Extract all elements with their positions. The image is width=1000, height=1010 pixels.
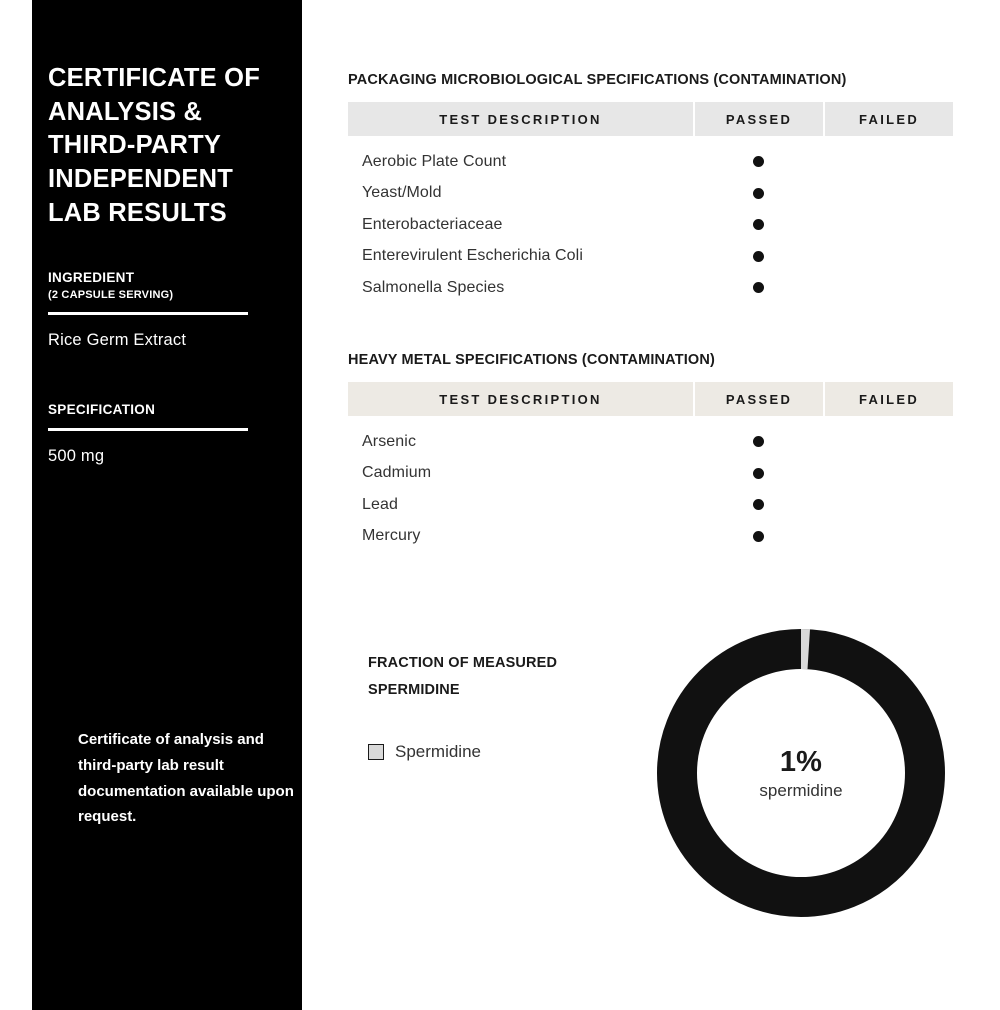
- failed-cell: [823, 219, 953, 230]
- table-row: [348, 458, 953, 490]
- specification-block: [48, 402, 272, 466]
- failed-cell: [823, 436, 953, 447]
- test-name: Yeast/Mold: [362, 184, 442, 202]
- legend-label: Spermidine: [395, 741, 481, 761]
- column-header-passed: PASSED: [693, 102, 823, 136]
- test-name: Lead: [362, 495, 398, 513]
- donut-chart: [655, 627, 947, 919]
- failed-dot-icon: [883, 468, 894, 479]
- passed-cell: [693, 219, 823, 230]
- failed-cell: [823, 531, 953, 542]
- ingredient-value: Rice Germ Extract: [48, 331, 187, 350]
- passed-cell: [693, 436, 823, 447]
- column-header-failed: FAILED: [823, 102, 953, 136]
- section-microbiological: [348, 72, 958, 304]
- passed-dot-icon: [753, 156, 764, 167]
- test-name: Arsenic: [362, 432, 417, 450]
- ingredient-divider: [48, 312, 248, 315]
- section-title: HEAVY METAL SPECIFICATIONS (CONTAMINATION): [348, 352, 715, 368]
- failed-cell: [823, 156, 953, 167]
- failed-dot-icon: [883, 282, 894, 293]
- table-row: [348, 209, 953, 241]
- sidebar: [32, 0, 302, 1010]
- section-title: PACKAGING MICROBIOLOGICAL SPECIFICATIONS (CONTAMINATION): [348, 72, 847, 88]
- failed-cell: [823, 188, 953, 199]
- chart-legend: [368, 742, 618, 762]
- ingredient-serving-label: (2 CAPSULE SERVING): [48, 289, 174, 302]
- column-header-test-description: TEST DESCRIPTION: [348, 102, 693, 136]
- ingredient-label: INGREDIENT: [48, 270, 135, 286]
- legend-swatch-icon: [368, 744, 384, 760]
- main-content: [348, 0, 968, 1010]
- table-row: [348, 178, 953, 210]
- passed-dot-icon: [753, 499, 764, 510]
- failed-dot-icon: [883, 188, 894, 199]
- column-header-failed: FAILED: [823, 382, 953, 416]
- section-heavy-metals: [348, 352, 958, 552]
- specification-divider: [48, 428, 248, 431]
- ingredient-block: [48, 270, 272, 350]
- donut-segment-other: [677, 649, 925, 897]
- table-row: [348, 241, 953, 273]
- table-row: [348, 272, 953, 304]
- passed-dot-icon: [753, 282, 764, 293]
- passed-cell: [693, 156, 823, 167]
- heavy-metal-table: [348, 382, 953, 552]
- passed-cell: [693, 499, 823, 510]
- donut-percent-value: 1%: [779, 745, 823, 778]
- page-title: CERTIFICATE OF ANALYSIS & THIRD-PARTY INDEPENDENT LAB RESULTS: [48, 64, 260, 227]
- availability-note: Certificate of analysis and third-party lab result documentation available upon request.: [78, 731, 294, 826]
- table-row: [348, 146, 953, 178]
- failed-dot-icon: [883, 436, 894, 447]
- test-name: Cadmium: [362, 464, 432, 482]
- table-header-row: [348, 102, 953, 136]
- failed-dot-icon: [883, 499, 894, 510]
- test-name: Aerobic Plate Count: [362, 152, 507, 170]
- passed-dot-icon: [753, 188, 764, 199]
- failed-cell: [823, 468, 953, 479]
- column-header-test-description: TEST DESCRIPTION: [348, 382, 693, 416]
- column-header-passed: PASSED: [693, 382, 823, 416]
- specification-value: 500 mg: [48, 447, 105, 466]
- chart-title: FRACTION OF MEASURED SPERMIDINE: [368, 655, 558, 698]
- microbiological-table: [348, 102, 953, 304]
- test-name: Mercury: [362, 527, 421, 545]
- test-name: Enterobacteriaceae: [362, 215, 503, 233]
- passed-dot-icon: [753, 436, 764, 447]
- table-row: [348, 521, 953, 553]
- passed-cell: [693, 531, 823, 542]
- table-row: [348, 426, 953, 458]
- passed-dot-icon: [753, 251, 764, 262]
- failed-cell: [823, 251, 953, 262]
- passed-cell: [693, 188, 823, 199]
- donut-chart-svg: [655, 627, 947, 919]
- failed-dot-icon: [883, 156, 894, 167]
- passed-dot-icon: [753, 219, 764, 230]
- passed-cell: [693, 282, 823, 293]
- failed-dot-icon: [883, 251, 894, 262]
- failed-dot-icon: [883, 531, 894, 542]
- passed-cell: [693, 468, 823, 479]
- test-name: Enterevirulent Escherichia Coli: [362, 247, 583, 265]
- specification-label: SPECIFICATION: [48, 402, 156, 418]
- table-row: [348, 489, 953, 521]
- test-name: Salmonella Species: [362, 278, 505, 296]
- failed-cell: [823, 499, 953, 510]
- table-header-row: [348, 382, 953, 416]
- passed-dot-icon: [753, 468, 764, 479]
- failed-dot-icon: [883, 219, 894, 230]
- passed-cell: [693, 251, 823, 262]
- passed-dot-icon: [753, 531, 764, 542]
- failed-cell: [823, 282, 953, 293]
- donut-percent-label: spermidine: [759, 781, 843, 801]
- chart-caption: [368, 650, 618, 762]
